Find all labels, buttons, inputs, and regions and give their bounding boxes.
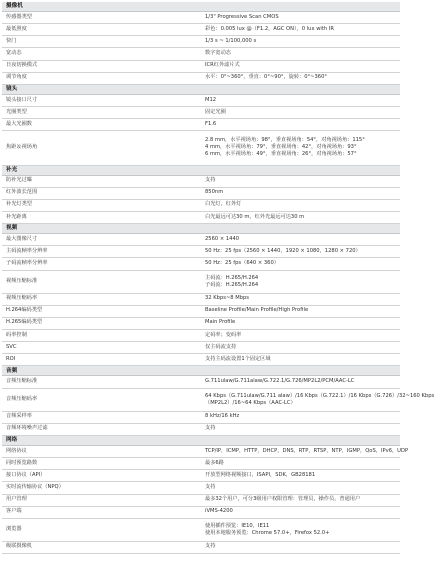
spec-value — [201, 24, 400, 36]
spec-row — [2, 12, 400, 24]
spec-value — [201, 518, 400, 541]
spec-label: 音频采样率 — [2, 411, 201, 423]
spec-label: 红外波长范围 — [2, 187, 201, 199]
spec-value-line: 支持 — [205, 483, 216, 490]
section-title: 补光 — [2, 165, 400, 175]
spec-value-line: 8 kHz/16 kHz — [205, 413, 240, 420]
section-header — [2, 366, 400, 376]
section-header — [2, 165, 400, 175]
spec-row — [2, 94, 400, 106]
spec-value — [201, 234, 400, 246]
spec-value — [201, 72, 400, 84]
spec-table — [2, 2, 434, 554]
spec-value-line: 使用本地服务预览：Chrome 57.0+，Firefox 52.0+ — [205, 529, 330, 536]
spec-label: H.265编码类型 — [2, 317, 201, 329]
spec-value-line: Baseline Profile/Main Profile/High Profile — [205, 307, 309, 314]
spec-value-line: 2560 × 1440 — [205, 235, 240, 242]
spec-row — [2, 388, 400, 411]
section-title: 视频 — [2, 224, 400, 234]
spec-label: 调节角度 — [2, 72, 201, 84]
spec-value-line: （MP2L2）/16~64 Kbps（AAC-LC） — [205, 399, 296, 406]
spec-row — [2, 518, 400, 541]
spec-row — [2, 211, 400, 223]
spec-value-line: 支持主码流设置1个固定区域 — [205, 355, 271, 362]
spec-value — [201, 293, 400, 305]
spec-value-line: G.711ulaw/G.711alaw/G.722.1/G.726/MP2L2/PCM/AAC-LC — [205, 378, 355, 385]
spec-label: 视频压缩码率 — [2, 293, 201, 305]
spec-value — [201, 342, 400, 354]
spec-value — [201, 199, 400, 211]
spec-label: 补光灯类型 — [2, 199, 201, 211]
spec-value — [201, 482, 400, 494]
spec-label: 用户管理 — [2, 494, 201, 506]
spec-label: 客户端 — [2, 506, 201, 518]
spec-value-line: 4 mm，水平视场角：79°，垂直视场角：42°，对角视场角：93° — [205, 144, 357, 151]
spec-row — [2, 482, 400, 494]
spec-value-line: 子码流：H.265/H.264 — [205, 281, 259, 288]
spec-value-line: 支持 — [205, 177, 216, 184]
spec-value-line: 数字宽动态 — [205, 50, 231, 57]
spec-value-line: 彩色：0.005 lux @（F1.2，AGC ON），0 lux with IR — [205, 25, 334, 32]
spec-label: 最大图像尺寸 — [2, 234, 201, 246]
spec-label: 同时预览路数 — [2, 458, 201, 470]
spec-sheet — [2, 2, 434, 554]
spec-row — [2, 470, 400, 482]
spec-label: 级联摄像机 — [2, 541, 201, 553]
spec-label: 镜头接口尺寸 — [2, 94, 201, 106]
spec-table-body — [2, 2, 434, 553]
spec-label: 视频压缩标准 — [2, 270, 201, 293]
spec-value-line: 1/3 s ~ 1/100,000 s — [205, 37, 257, 44]
spec-value-line: 最多6路 — [205, 459, 224, 466]
spec-value-line: 2.8 mm，水平视场角：98°，垂直视场角：54°，对角视场角：115° — [205, 137, 365, 144]
section-title: 摄像机 — [2, 2, 400, 12]
spec-value — [201, 458, 400, 470]
spec-label: 宽动态 — [2, 48, 201, 60]
spec-label: 日夜切换模式 — [2, 60, 201, 72]
spec-value-line: 64 Kbps（G.711ulaw/G.711 alaw）/16 Kbps（G.722.1）/16 Kbps（G.726）/32~160 Kbps — [205, 392, 434, 399]
spec-row — [2, 48, 400, 60]
spec-label: 子码流帧率分辨率 — [2, 258, 201, 270]
spec-value-line: 6 mm，水平视场角：49°，垂直视场角：26°，对角视场角：57° — [205, 151, 357, 158]
spec-row — [2, 541, 400, 553]
section-title: 镜头 — [2, 84, 400, 94]
spec-value — [201, 506, 400, 518]
spec-label: 实时流传输协议（NPQ） — [2, 482, 201, 494]
spec-value-line: TCP/IP，ICMP，HTTP，DHCP，DNS，RTP，RTSP，NTP，IGMP，QoS，IPv6，UDP — [205, 447, 409, 454]
spec-label: 光圈类型 — [2, 107, 201, 119]
spec-value-line: F1.6 — [205, 120, 217, 127]
spec-value-line: 50 Hz：25 fps（2560 × 1440，1920 × 1080，1280 × 720） — [205, 247, 361, 254]
spec-value — [201, 541, 400, 553]
spec-value — [201, 470, 400, 482]
spec-value-line: 开放型网络视频接口，ISAPI，SDK，GB28181 — [205, 471, 316, 478]
spec-row — [2, 131, 400, 165]
spec-value — [201, 423, 400, 435]
spec-label: 最大光圈数 — [2, 119, 201, 131]
spec-value — [201, 119, 400, 131]
spec-value — [201, 317, 400, 329]
spec-value — [201, 376, 400, 388]
spec-label: ROI — [2, 354, 201, 366]
spec-value-line: 32 Kbps~8 Mbps — [205, 295, 250, 302]
spec-value-line: 1/3" Progressive Scan CMOS — [205, 13, 279, 20]
spec-row — [2, 317, 400, 329]
spec-row — [2, 72, 400, 84]
spec-value — [201, 60, 400, 72]
spec-value — [201, 446, 409, 458]
section-title: 网络 — [2, 435, 400, 445]
spec-row — [2, 107, 400, 119]
spec-value-line: 固定光圈 — [205, 108, 226, 115]
spec-row — [2, 36, 400, 48]
spec-value-line: 主码流：H.265/H.264 — [205, 274, 259, 281]
spec-label: 接口协议（API） — [2, 470, 201, 482]
spec-row — [2, 342, 400, 354]
spec-value — [201, 388, 434, 411]
spec-label: 浏览器 — [2, 518, 201, 541]
spec-label: 网络协议 — [2, 446, 201, 458]
section-header — [2, 84, 400, 94]
spec-label: 防补光过曝 — [2, 175, 201, 187]
spec-row — [2, 270, 400, 293]
spec-value-line: iVMS-4200 — [205, 508, 233, 515]
spec-row — [2, 354, 400, 366]
spec-value — [201, 246, 400, 258]
spec-value — [201, 107, 400, 119]
spec-value — [201, 36, 400, 48]
spec-value-line: 白光最远可达30 m，红外光最远可达30 m — [205, 213, 305, 220]
spec-value-line: 50 Hz：25 fps（640 × 360） — [205, 260, 279, 267]
spec-value — [201, 211, 400, 223]
spec-label: 音频环境噪声过滤 — [2, 423, 201, 435]
spec-row — [2, 246, 400, 258]
spec-row — [2, 423, 400, 435]
spec-value — [201, 494, 400, 506]
spec-row — [2, 24, 400, 36]
spec-value — [201, 187, 400, 199]
spec-value — [201, 131, 400, 165]
spec-label: 音频压缩码率 — [2, 388, 201, 411]
spec-value — [201, 411, 400, 423]
spec-label: 补光距离 — [2, 211, 201, 223]
spec-value-line: 水平：0°~360°，垂直：0°~90°，旋转：0°~360° — [205, 74, 327, 81]
spec-row — [2, 234, 400, 246]
spec-value-line: 最多32个用户，可分3级用户权限管理：管理员，操作员，普通用户 — [205, 496, 361, 503]
spec-label: SVC — [2, 342, 201, 354]
spec-row — [2, 175, 400, 187]
spec-label: 快门 — [2, 36, 201, 48]
spec-row — [2, 119, 400, 131]
spec-value — [201, 94, 400, 106]
spec-row — [2, 376, 400, 388]
spec-value-line: 支持 — [205, 543, 216, 550]
spec-value — [201, 270, 400, 293]
spec-label: 主码流帧率分辨率 — [2, 246, 201, 258]
spec-label: 最低照度 — [2, 24, 201, 36]
spec-value-line: 定码率；变码率 — [205, 331, 242, 338]
spec-label: H.264编码类型 — [2, 305, 201, 317]
spec-value-line: Main Profile — [205, 319, 236, 326]
spec-row — [2, 187, 400, 199]
spec-value-line: M12 — [205, 96, 217, 103]
spec-label: 焦距＆视场角 — [2, 131, 201, 165]
spec-value-line: 850nm — [205, 189, 224, 196]
spec-label: 码率控制 — [2, 330, 201, 342]
spec-value-line: 白光灯，红外灯 — [205, 201, 242, 208]
spec-row — [2, 458, 400, 470]
spec-row — [2, 293, 400, 305]
spec-value-line: 支持 — [205, 425, 216, 432]
spec-value — [201, 258, 400, 270]
section-header — [2, 2, 400, 12]
spec-row — [2, 506, 400, 518]
spec-value — [201, 175, 400, 187]
spec-value — [201, 48, 400, 60]
spec-label: 传感器类型 — [2, 12, 201, 24]
spec-value — [201, 354, 400, 366]
spec-row — [2, 411, 400, 423]
spec-row — [2, 60, 400, 72]
spec-value — [201, 330, 400, 342]
section-title: 音频 — [2, 366, 400, 376]
spec-row — [2, 258, 400, 270]
spec-value-line: 仅主码流支持 — [205, 343, 237, 350]
spec-value — [201, 12, 400, 24]
spec-value — [201, 305, 400, 317]
spec-row — [2, 199, 400, 211]
section-header — [2, 224, 400, 234]
spec-label: 音频压缩标准 — [2, 376, 201, 388]
spec-value-line: 使用插件预览：IE10，IE11 — [205, 522, 270, 529]
spec-row — [2, 330, 400, 342]
spec-row — [2, 305, 400, 317]
spec-row — [2, 446, 400, 458]
spec-row — [2, 494, 400, 506]
spec-value-line: ICR红外滤片式 — [205, 62, 240, 69]
section-header — [2, 435, 400, 445]
